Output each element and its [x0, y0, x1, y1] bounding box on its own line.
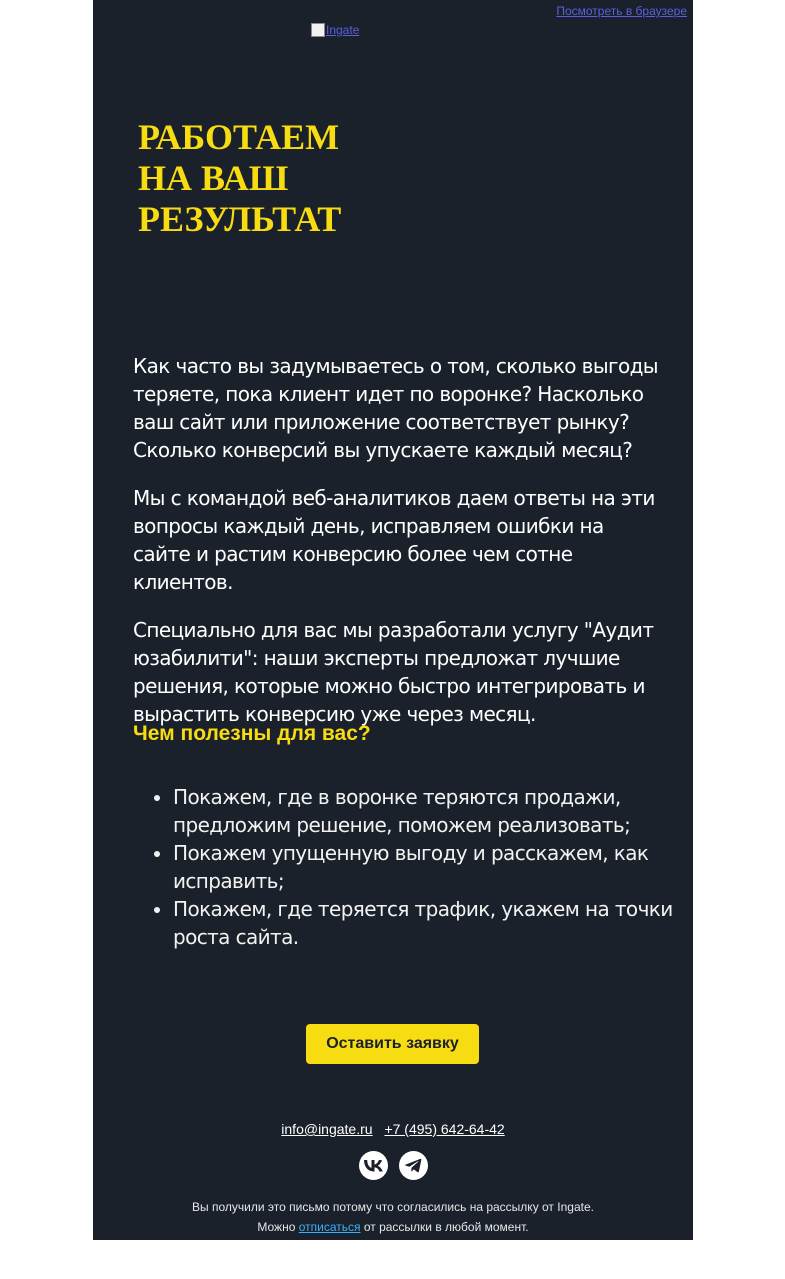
footer-prefix: Можно [257, 1220, 296, 1234]
phone-link[interactable]: +7 (495) 642-64-42 [384, 1121, 505, 1137]
footer-unsubscribe-line [93, 1217, 693, 1237]
broken-image-icon [311, 23, 325, 37]
list-item: • Покажем упущенную выгоду и расскажем, как исправить; [173, 839, 701, 895]
email-link[interactable]: info@ingate.ru [281, 1121, 373, 1137]
intro-paragraph: Специально для вас мы разработали услугу "Аудит юзабилити": наши эксперты предложат лучшие решения, которые можно быстро интегрировать и вырастить конверсию уже через месяц. [133, 618, 654, 726]
footer-suffix: от рассылки в любой момент. [363, 1220, 529, 1234]
hero-title [138, 117, 341, 240]
telegram-icon-glyph [405, 1158, 422, 1173]
vk-icon-glyph [364, 1160, 383, 1172]
benefits-heading: Чем полезны для вас? [133, 722, 371, 745]
list-item: • Покажем, где в воронке теряются продажи, предложим решение, поможем реализовать; [173, 783, 701, 839]
vk-icon[interactable] [359, 1151, 388, 1180]
intro-paragraph: Как часто вы задумываетесь о том, сколько выгоды теряете, пока клиент идет по воронке? Насколько ваш сайт или приложение соответствует рынку? Сколько конверсий вы упускаете каждый месяц? [133, 354, 658, 462]
logo-link[interactable] [311, 23, 359, 37]
intro-text [133, 352, 661, 748]
footer [93, 1197, 693, 1237]
footer-notice: Вы получили это письмо потому что согласились на рассылку от Ingate. [192, 1200, 594, 1214]
telegram-icon[interactable] [399, 1151, 428, 1180]
hero-title-line: РЕЗУЛЬТАТ [138, 199, 342, 239]
list-item: • Покажем, где теряется трафик, укажем на точки роста сайта. [173, 895, 701, 951]
view-in-browser-link[interactable]: Посмотреть в браузере [556, 4, 687, 18]
benefits-list [133, 783, 701, 951]
logo-alt-text: Ingate [326, 23, 360, 37]
submit-request-button[interactable]: Оставить заявку [306, 1024, 479, 1064]
intro-paragraph: Мы с командой веб-аналитиков даем ответы на эти вопросы каждый день, исправляем ошибки на сайте и растим конверсию более чем сотне клиентов. [133, 486, 655, 594]
contacts [93, 1121, 693, 1137]
social-links [93, 1151, 693, 1180]
email-container [93, 0, 693, 1240]
hero-title-line: НА ВАШ [138, 158, 289, 198]
unsubscribe-link[interactable]: отписаться [298, 1220, 361, 1234]
hero-title-line: РАБОТАЕМ [138, 117, 340, 157]
